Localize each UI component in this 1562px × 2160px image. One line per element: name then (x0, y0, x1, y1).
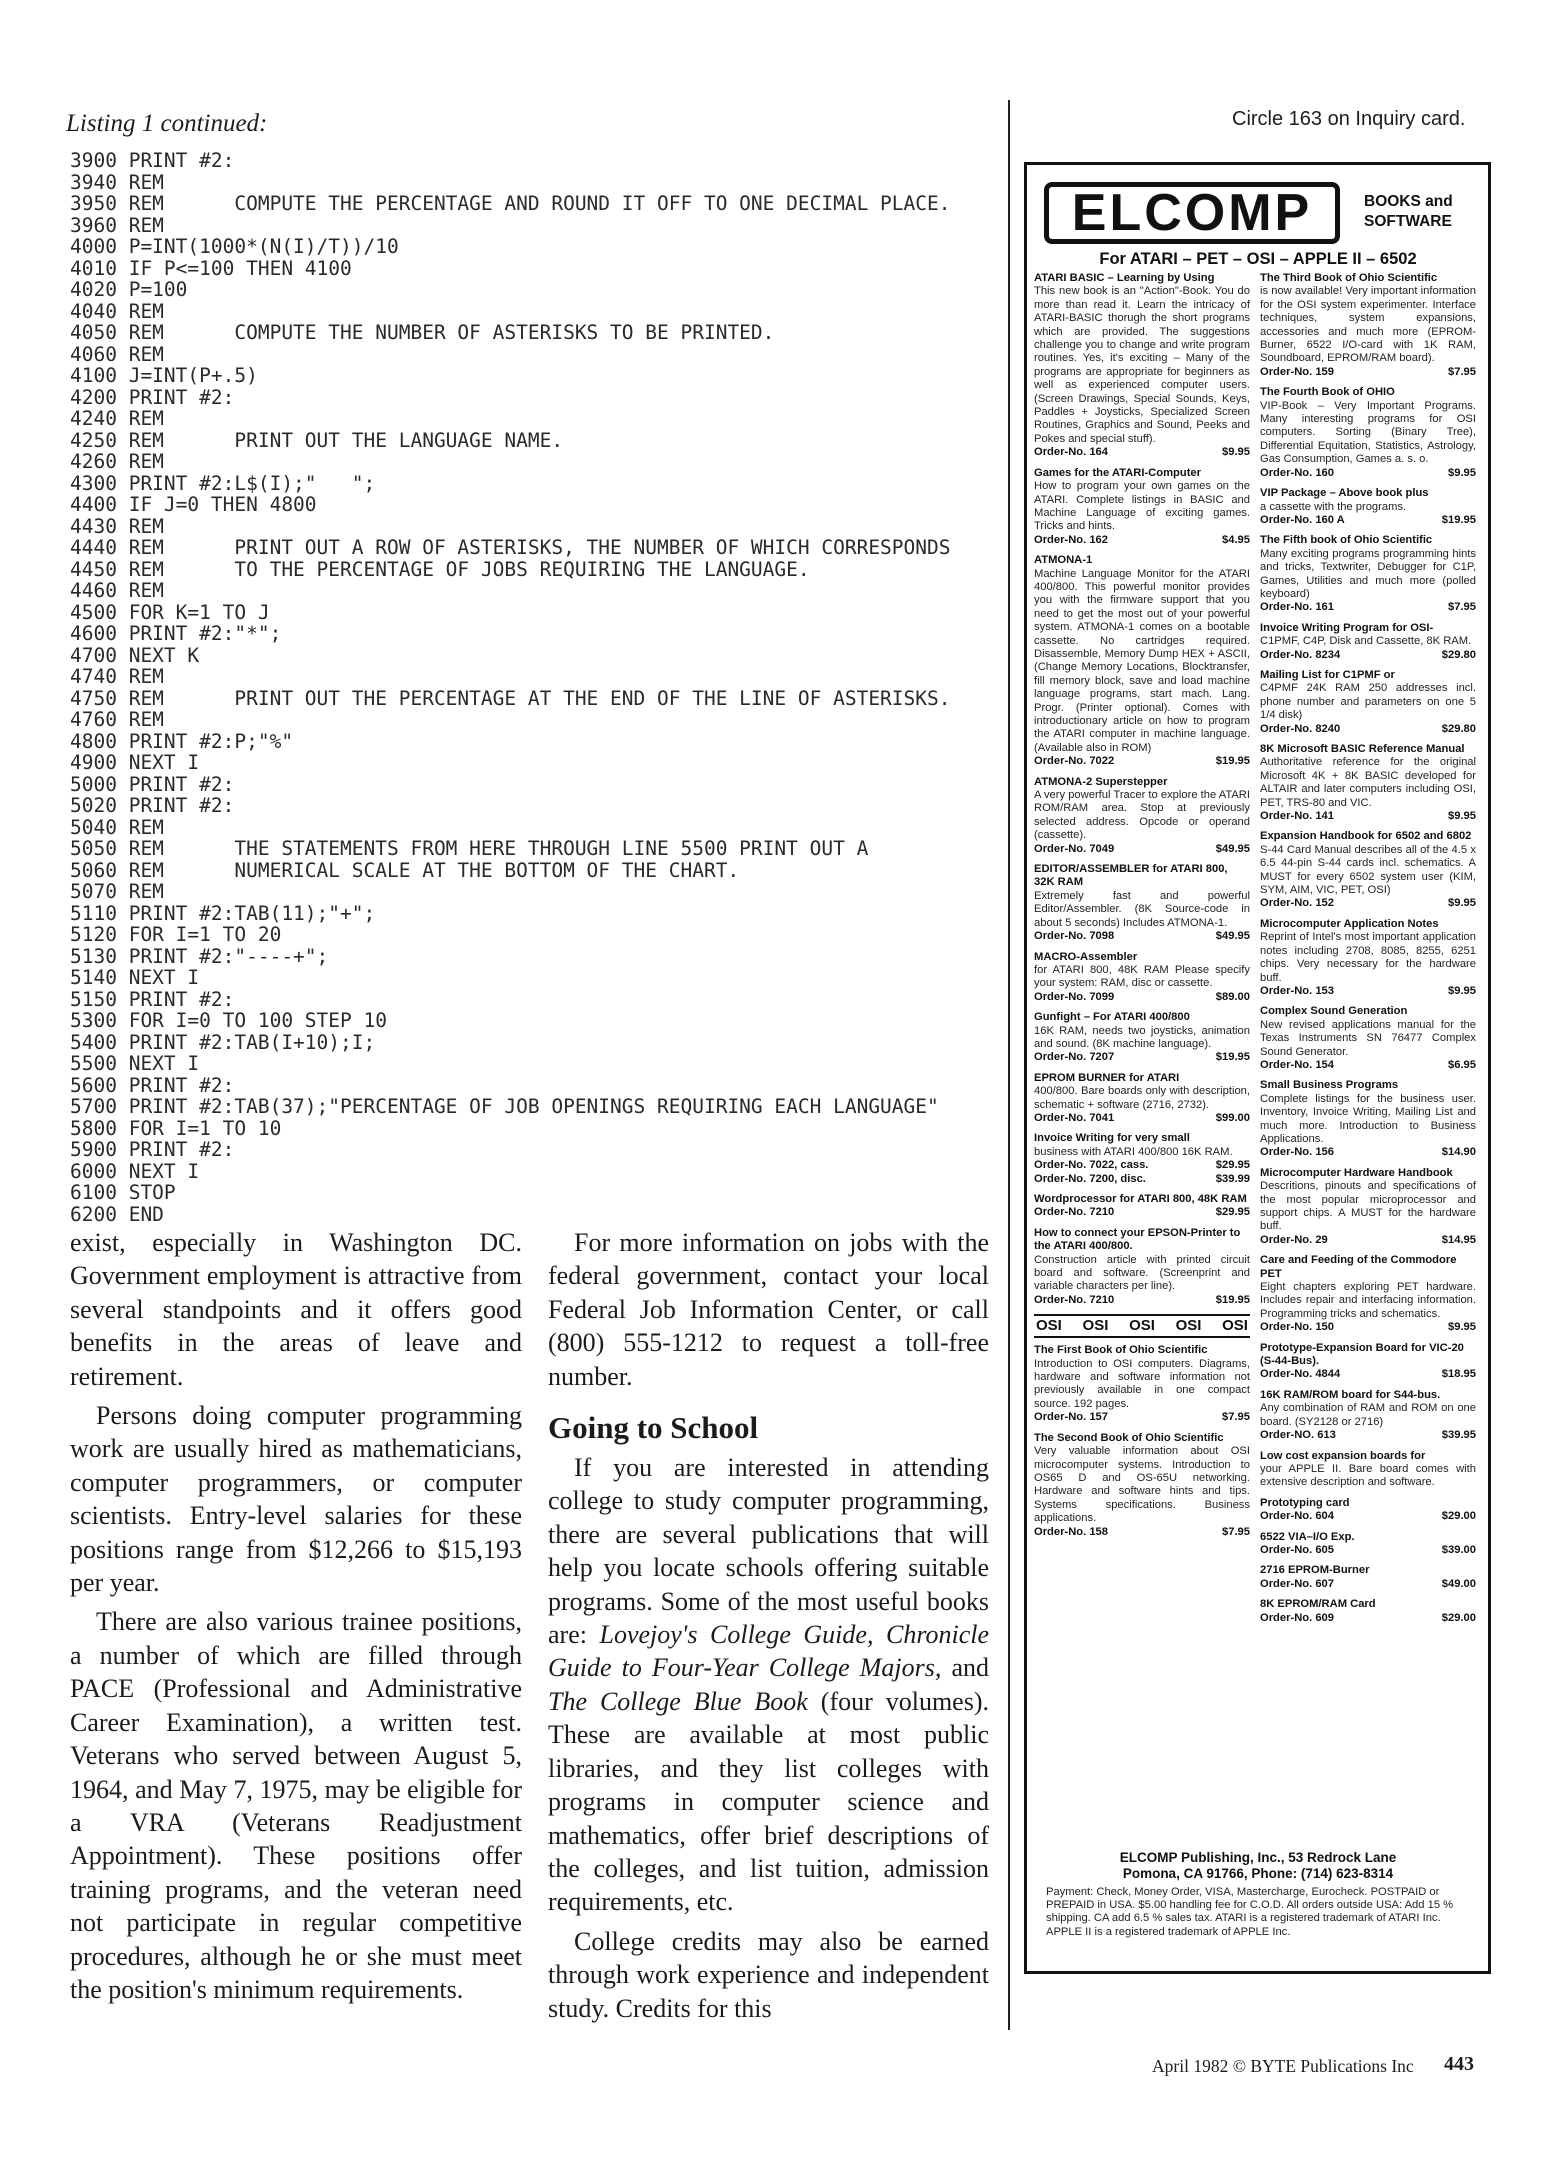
listing-line: 4240 REM (70, 407, 164, 430)
product-title: EDITOR/ASSEMBLER for ATARI 800, 32K RAM (1034, 863, 1228, 889)
listing-line: 5040 REM (70, 815, 164, 839)
product-order: Order-No. 605 $39.00 (1260, 1543, 1476, 1556)
product-desc: Any combination of RAM and ROM on one board. (SY2128 or 2716) (1260, 1402, 1476, 1428)
product-list-osi (1034, 1344, 1250, 1539)
product-title: The First Book of Ohio Scientific (1034, 1344, 1208, 1357)
product-title: Microcomputer Hardware Handbook (1260, 1166, 1453, 1179)
product-title: Wordprocessor for ATARI 800, 48K RAM (1034, 1193, 1247, 1205)
product-entry (1034, 1227, 1250, 1307)
listing-line: 4300 PRINT #2:L$(I);" "; (70, 471, 376, 495)
listing-line: 6100 STOP (70, 1181, 176, 1204)
section-heading: Going to School (548, 1410, 759, 1446)
paragraph: College credits may also be earned through work experience and independent study. Credits for this (548, 1926, 989, 2023)
product-title: Care and Feeding of the Commodore PET (1260, 1254, 1457, 1280)
footer-note: April 1982 © BYTE Publications Inc (1152, 2056, 1414, 2076)
product-entry (1034, 951, 1250, 1005)
product-title: Invoice Writing Program for OSI- (1260, 621, 1434, 634)
listing-line: 4010 IF P<=100 THEN 4100 (70, 256, 352, 280)
listing-line: 5900 PRINT #2: (70, 1138, 235, 1161)
listing-line: 5000 PRINT #2: (70, 772, 235, 796)
product-list-right (1260, 272, 1476, 1625)
product-entry (1260, 1598, 1476, 1625)
product-title: MACRO-Assembler (1034, 950, 1138, 963)
elcomp-logo: ELCOMP (1044, 182, 1340, 244)
product-entry (1034, 272, 1250, 460)
product-entry (1260, 272, 1476, 379)
product-title: Prototyping card (1260, 1496, 1350, 1509)
product-entry (1260, 1342, 1476, 1382)
product-entry (1034, 1432, 1250, 1539)
product-order: Order-No. 7022 $19.95 (1034, 755, 1250, 768)
product-entry (1034, 863, 1250, 943)
listing-line: 3940 REM (70, 170, 164, 194)
product-entry (1034, 1072, 1250, 1126)
product-title: VIP Package – Above book plus (1260, 487, 1429, 500)
product-entry (1034, 776, 1250, 856)
middle-text-column (548, 1226, 989, 2025)
product-title: Complex Sound Generation (1260, 1005, 1408, 1018)
product-title: 2716 EPROM-Burner (1260, 1564, 1370, 1577)
listing-line: 6000 NEXT I (70, 1159, 200, 1183)
product-desc: Complete listings for the business user. Inventory, Invoice Writing, Mailing List and much more. Introduction to Business Applications. (1260, 1092, 1476, 1145)
product-desc: Eight chapters exploring PET hardware. Includes repair and interfacing information. Programming tricks and schematics. (1260, 1281, 1476, 1320)
listing-line: 4750 REM PRINT OUT THE PERCENTAGE AT THE END OF THE LINE OF ASTERISKS. (70, 686, 951, 710)
product-title: Games for the ATARI-Computer (1034, 466, 1201, 479)
product-order: Order-No. 160 $9.95 (1260, 466, 1476, 479)
product-entry (1034, 1193, 1250, 1220)
product-order: Order-No. 158 $7.95 (1034, 1525, 1250, 1538)
product-order: Order-No. 156 $14.90 (1260, 1146, 1476, 1159)
product-order: Order-No. 160 A $19.95 (1260, 513, 1476, 526)
product-title: ATARI BASIC – Learning by Using (1034, 272, 1215, 284)
product-order: Order-No. 8234 $29.80 (1260, 648, 1476, 661)
product-order: Order-No. 7099 $89.00 (1034, 990, 1250, 1003)
product-title: The Second Book of Ohio Scientific (1034, 1431, 1224, 1444)
product-entry (1260, 1079, 1476, 1159)
ad-left-column (1034, 272, 1250, 1546)
listing-line: 4400 IF J=0 THEN 4800 (70, 493, 317, 516)
listing-line: 4000 P=INT(1000*(N(I)/T))/10 (70, 235, 399, 258)
product-title: Microcomputer Application Notes (1260, 917, 1439, 930)
listing-line: 5140 NEXT I (70, 966, 200, 989)
product-title: 6522 VIA–I/O Exp. (1260, 1530, 1355, 1543)
listing-line: 4020 P=100 (70, 278, 188, 301)
product-desc: Many exciting programs programming hints and tricks, Textwriter, Debugger for C1P, Games, Utilities and much more (polled keyboard) (1260, 547, 1476, 600)
osi-label: OSI (1129, 1317, 1155, 1335)
ad-right-column (1260, 272, 1476, 1632)
listing-line: 5070 REM (70, 880, 164, 903)
product-desc: a cassette with the programs. (1260, 500, 1407, 513)
listing-line: 4440 REM PRINT OUT A ROW OF ASTERISKS, THE NUMBER OF WHICH CORRESPONDS (70, 536, 951, 559)
product-title: Mailing List for C1PMF or (1260, 668, 1395, 681)
product-entry (1260, 1450, 1476, 1490)
listing-line: 5150 PRINT #2: (70, 987, 235, 1011)
product-desc: C4PMF 24K RAM 250 addresses incl. phone number and parameters on one 5 1/4 disk) (1260, 682, 1476, 722)
product-entry (1260, 1531, 1476, 1558)
osi-label: OSI (1175, 1317, 1202, 1335)
product-entry (1260, 1254, 1476, 1334)
listing-line: 4250 REM PRINT OUT THE LANGUAGE NAME. (70, 428, 564, 452)
listing-caption: Listing 1 continued: (66, 110, 268, 137)
product-desc: Construction article with printed circuit board and software. (Screenprint and variable characters per line). (1034, 1253, 1250, 1293)
left-text-column (70, 1226, 522, 2006)
product-title: 16K RAM/ROM board for S44-bus. (1260, 1388, 1441, 1401)
product-desc: Introduction to OSI computers. Diagrams, hardware and software information not previously available in one compact source. 192 pages. (1034, 1357, 1250, 1410)
product-title: ATMONA-1 (1034, 554, 1093, 567)
listing-line: 3950 REM COMPUTE THE PERCENTAGE AND ROUND IT OFF TO ONE DECIMAL PLACE. (70, 192, 951, 215)
listing-line: 4700 NEXT K (70, 643, 200, 667)
listing-line: 5110 PRINT #2:TAB(11);"+"; (70, 901, 376, 925)
product-order: Order-No. 7207 $19.95 (1034, 1051, 1250, 1064)
product-title: Low cost expansion boards for (1260, 1449, 1426, 1462)
osi-label: OSI (1036, 1317, 1062, 1335)
product-order: Order-No. 161 $7.95 (1260, 601, 1476, 614)
listing-line: 4740 REM (70, 665, 164, 688)
product-title: Prototype-Expansion Board for VIC-20 (S-44-Bus). (1260, 1341, 1464, 1368)
product-order: Order-No. 141 $9.95 (1260, 810, 1476, 823)
payment-terms: Payment: Check, Money Order, VISA, Mastercharge, Eurocheck. POSTPAID or PREPAID in USA. $5.00 handling fee for C.O.D. All orders outside USA: Add 15 % shipping. CA add 6.5 % sales tax. ATARI is a registered trademark of ATARI Inc. APPLE II is a registered trademark of APPLE Inc. (1046, 1886, 1454, 1938)
listing-line: 4500 FOR K=1 TO J (70, 600, 270, 624)
product-entry (1260, 1389, 1476, 1443)
listing-line: 4450 REM TO THE PERCENTAGE OF JOBS REQUIRING THE LANGUAGE. (70, 557, 810, 581)
code-listing (70, 150, 1000, 1225)
product-desc: Authoritative reference for the original Microsoft 4K + 8K BASIC developed for ALTAIR and later computers including OSI, PET, TRS-80 and VIC. (1260, 756, 1476, 809)
product-desc: A very powerful Tracer to explore the ATARI ROM/RAM area. Stop at previously selected address. Opcode or operand (cassette). (1034, 789, 1250, 842)
listing-line: 5400 PRINT #2:TAB(I+10);I; (70, 1030, 376, 1054)
product-entry (1260, 743, 1476, 823)
listing-line: 4460 REM (70, 579, 164, 602)
ad-platforms: For ATARI – PET – OSI – APPLE II – 6502 (1099, 250, 1417, 268)
product-desc: C1PMF, C4P, Disk and Cassette, 8K RAM. (1260, 635, 1472, 648)
product-desc: business with ATARI 400/800 16K RAM. (1034, 1145, 1233, 1158)
product-title: The Third Book of Ohio Scientific (1260, 272, 1438, 284)
product-order: Order-No. 7098 $49.95 (1034, 930, 1250, 943)
product-entry (1260, 534, 1476, 614)
product-desc: VIP-Book – Very Important Programs. Many interesting programs for OSI computers. Sorting (Binary Tree), Differential Equitation, Statistics, Astrology, Gas Consumption, Games a. s. o. (1260, 399, 1476, 466)
product-desc: Extremely fast and powerful Editor/Assembler. (8K Source-code in about 5 seconds) Includes ATMONA-1. (1034, 889, 1250, 929)
listing-line: 3900 PRINT #2: (70, 149, 235, 172)
product-order: Order-No. 154 $6.95 (1260, 1058, 1476, 1071)
listing-line: 4060 REM (70, 342, 164, 366)
osi-bar (1034, 1314, 1250, 1338)
paragraph: exist, especially in Washington DC. Government employment is attractive from several standpoints and it offers good benefits in the areas of leave and retirement. (70, 1228, 522, 1391)
product-title: ATMONA-2 Superstepper (1034, 775, 1168, 788)
paragraph: Persons doing computer programming work are usually hired as mathematicians, computer programmers, or computer scientists. Entry-level salaries for these positions range from $12,266 to $15,193 per year. (70, 1401, 522, 1598)
listing-line: 5050 REM THE STATEMENTS FROM HERE THROUGH LINE 5500 PRINT OUT A (70, 837, 869, 860)
listing-line: 4200 PRINT #2: (70, 385, 235, 409)
listing-line: 6200 END (70, 1202, 164, 1226)
product-order: Order-No. 7041 $99.00 (1034, 1111, 1250, 1124)
product-title: EPROM BURNER for ATARI (1034, 1071, 1180, 1084)
product-order: Order-No. 150 $9.95 (1260, 1321, 1476, 1334)
listing-line: 5800 FOR I=1 TO 10 (70, 1116, 282, 1140)
product-title: 8K Microsoft BASIC Reference Manual (1260, 743, 1465, 755)
product-order: Order-No. 153 $9.95 (1260, 984, 1476, 997)
product-entry (1260, 1167, 1476, 1247)
product-entry (1260, 487, 1476, 527)
product-order: Order-No. 7200, disc. $39.99 (1034, 1172, 1250, 1185)
product-order: Order-No. 7210 $19.95 (1034, 1293, 1250, 1306)
product-entry (1260, 1497, 1476, 1524)
product-desc: Descritions, pinouts and specifications of the most popular microprocessor and support chips. A MUST for the hardware buff. (1260, 1180, 1476, 1233)
product-title: Gunfight – For ATARI 400/800 (1034, 1011, 1190, 1024)
product-entry (1260, 1564, 1476, 1591)
product-title: Small Business Programs (1260, 1079, 1399, 1092)
paragraph: There are also various trainee positions, a number of which are filled through PACE (Professional and Administrative Career Examination), a written test. Veterans who served between August 5, 1964, and May 7, 1975, may be eligible for a VRA (Veterans Readjustment Appointment). These positions offer training programs, and the veteran need not participate in regular competitive procedures, although he or she must meet the position's minimum requirements. (70, 1607, 522, 2004)
osi-label: OSI (1082, 1317, 1109, 1335)
product-desc: New revised applications manual for the Texas Instruments SN 76477 Complex Sound Generator. (1260, 1018, 1476, 1058)
publisher-address: ELCOMP Publishing, Inc., 53 Redrock Lane Pomona, CA 91766, Phone: (714) 623-8314 (1119, 1850, 1397, 1881)
product-order: Order-No. 7210 $29.95 (1034, 1206, 1250, 1219)
page-number: 443 (1444, 2053, 1474, 2075)
product-desc: your APPLE II. Bare board comes with extensive description and software. (1260, 1462, 1476, 1489)
listing-line: 4260 REM (70, 450, 164, 473)
product-desc: for ATARI 800, 48K RAM Please specify your system: RAM, disc or cassette. (1034, 963, 1250, 990)
product-desc: Very valuable information about OSI microcomputer systems. Introduction to OS65 D and OS-65U networking. Hardware and software hints and tips. Systems specifications. Business applications. (1034, 1445, 1250, 1525)
product-entry (1260, 386, 1476, 480)
osi-label: OSI (1222, 1317, 1248, 1335)
listing-line: 4800 PRINT #2:P;"%" (70, 729, 294, 753)
product-entry (1260, 918, 1476, 998)
product-desc: is now available! Very important information for the OSI system experimenter. Interface techniques, system expansions, accessories and much more (EPROM-Burner, 6522 I/O-card with 1K RAM, Soundboard, EPROM/RAM board). (1260, 285, 1476, 365)
listing-line: 4900 NEXT I (70, 751, 200, 774)
product-desc: S-44 Card Manual describes all of the 4.5 x 6.5 44-pin S-44 cards incl. schematics. A MUST for every 6502 system user (KIM, SYM, AIM, VIC, PET, OSI) (1260, 843, 1476, 897)
product-entry (1034, 1344, 1250, 1424)
product-title: The Fourth Book of OHIO (1260, 386, 1395, 399)
product-order: Order-No. 152 $9.95 (1260, 897, 1476, 910)
listing-line: 5600 PRINT #2: (70, 1073, 235, 1097)
product-desc: 400/800. Bare boards only with description, schematic + software (2716, 2732). (1034, 1085, 1250, 1111)
product-title: Invoice Writing for very small (1034, 1132, 1190, 1145)
listing-line: 5120 FOR I=1 TO 20 (70, 923, 282, 946)
product-entry (1034, 467, 1250, 547)
product-entry (1034, 554, 1250, 769)
product-desc: Machine Language Monitor for the ATARI 400/800. This powerful monitor provides you with the firmware support that you need to get the most out of your powerful system. ATMONA-1 comes on a bootable cassette. No cartridges required. Disassemble, Memory Dump HEX + ASCII, (Change Memory Locations, Blocktransfer, fill memory block, save and load machine language programs, start mach. Lang. Progr. (Printer optional). Comes with introductionary article on how to program the ATARI computer in machine language. (Available also in ROM) (1034, 567, 1250, 754)
product-title: Expansion Handbook for 6502 and 6802 (1260, 830, 1472, 843)
product-order: Order-No. 607 $49.00 (1260, 1577, 1476, 1590)
product-order: Order-No. 4844 $18.95 (1260, 1368, 1476, 1381)
product-entry (1260, 1005, 1476, 1072)
product-order: Order-No. 162 $4.95 (1034, 533, 1250, 546)
listing-line: 3960 REM (70, 213, 164, 237)
product-order: Order-No. 7022, cass. $29.95 (1034, 1159, 1250, 1172)
inquiry-note: Circle 163 on Inquiry card. (1232, 108, 1466, 130)
product-desc: This new book is an "Action"-Book. You do more than read it. Learn the intricacy of ATARI-BASIC thorugh the short programs which are provided. The suggestions challenge you to change and write program routines. Yes, it's exciting – Many of the programs are appropriate for beginners as well as experienced computer users. (Screen Drawings, Special Sounds, Keys, Paddles + Joysticks, Specialized Screen Routines, Graphics and Sound, Peeks and Pokes and special stuff). (1034, 285, 1250, 445)
column-divider (1008, 100, 1010, 2030)
product-order: Order-No. 604 $29.00 (1260, 1510, 1476, 1523)
listing-line: 4100 J=INT(P+.5) (70, 364, 258, 387)
product-title: The Fifth book of Ohio Scientific (1260, 534, 1433, 547)
product-entry (1034, 1132, 1250, 1186)
listing-line: 4600 PRINT #2:"*"; (70, 622, 282, 645)
product-entry (1034, 1011, 1250, 1065)
listing-line: 5700 PRINT #2:TAB(37);"PERCENTAGE OF JOB OPENINGS REQUIRING EACH LANGUAGE" (70, 1095, 939, 1118)
listing-line: 4430 REM (70, 514, 164, 538)
product-order: Order-No. 609 $29.00 (1260, 1611, 1476, 1624)
product-order: Order-No. 164 $9.95 (1034, 446, 1250, 459)
product-entry (1260, 669, 1476, 736)
product-entry (1260, 622, 1476, 662)
product-title: How to connect your EPSON-Printer to the ATARI 400/800. (1034, 1226, 1241, 1253)
product-desc: 16K RAM, needs two joysticks, animation and sound. (8K machine language). (1034, 1024, 1250, 1050)
product-entry (1260, 830, 1476, 910)
listing-line: 4760 REM (70, 708, 164, 731)
product-order: Order-No. 29 $14.95 (1260, 1233, 1476, 1246)
paragraph: For more information on jobs with the federal government, contact your local Federal Job Information Center, or call (800) 555-1212 to request a toll-free number. (548, 1228, 989, 1391)
product-order: Order-No. 8240 $29.80 (1260, 722, 1476, 735)
listing-line: 5130 PRINT #2:"----+"; (70, 944, 329, 968)
listing-line: 4040 REM (70, 299, 164, 323)
product-order: Order-NO. 613 $39.95 (1260, 1429, 1476, 1442)
product-list-atari (1034, 272, 1250, 1307)
product-order: Order-No. 159 $7.95 (1260, 365, 1476, 378)
product-order: Order-No. 7049 $49.95 (1034, 842, 1250, 855)
product-desc: Reprint of Intel's most important application notes including 2708, 8085, 8255, 6251 chips. Very necessary for the hardware buff. (1260, 931, 1476, 984)
paragraph: If you are interested in attending college to study computer programming, there are several publications that will help you locate schools offering suitable programs. Some of the most useful books are: Lovejoy's College Guide, Chronicle Guide to Four-Year College Majors, and The College Blue Book (four volumes). These are available at most public libraries, and they list colleges with programs in computer science and mathematics, offer brief descriptions of the colleges, and list tuition, admission requirements, etc. (548, 1453, 989, 1917)
ad-tagline: BOOKS and SOFTWARE (1364, 193, 1453, 230)
product-desc: How to program your own games on the ATARI. Complete listings in BASIC and Machine Language of exciting games. Tricks and hints. (1034, 480, 1250, 533)
listing-line: 5500 NEXT I (70, 1052, 200, 1075)
listing-line: 4050 REM COMPUTE THE NUMBER OF ASTERISKS TO BE PRINTED. (70, 321, 775, 344)
product-order: Order-No. 157 $7.95 (1034, 1411, 1250, 1424)
product-title: 8K EPROM/RAM Card (1260, 1598, 1376, 1611)
listing-line: 5020 PRINT #2: (70, 794, 235, 817)
listing-line: 5300 FOR I=0 TO 100 STEP 10 (70, 1009, 387, 1032)
listing-line: 5060 REM NUMERICAL SCALE AT THE BOTTOM OF THE CHART. (70, 858, 740, 882)
